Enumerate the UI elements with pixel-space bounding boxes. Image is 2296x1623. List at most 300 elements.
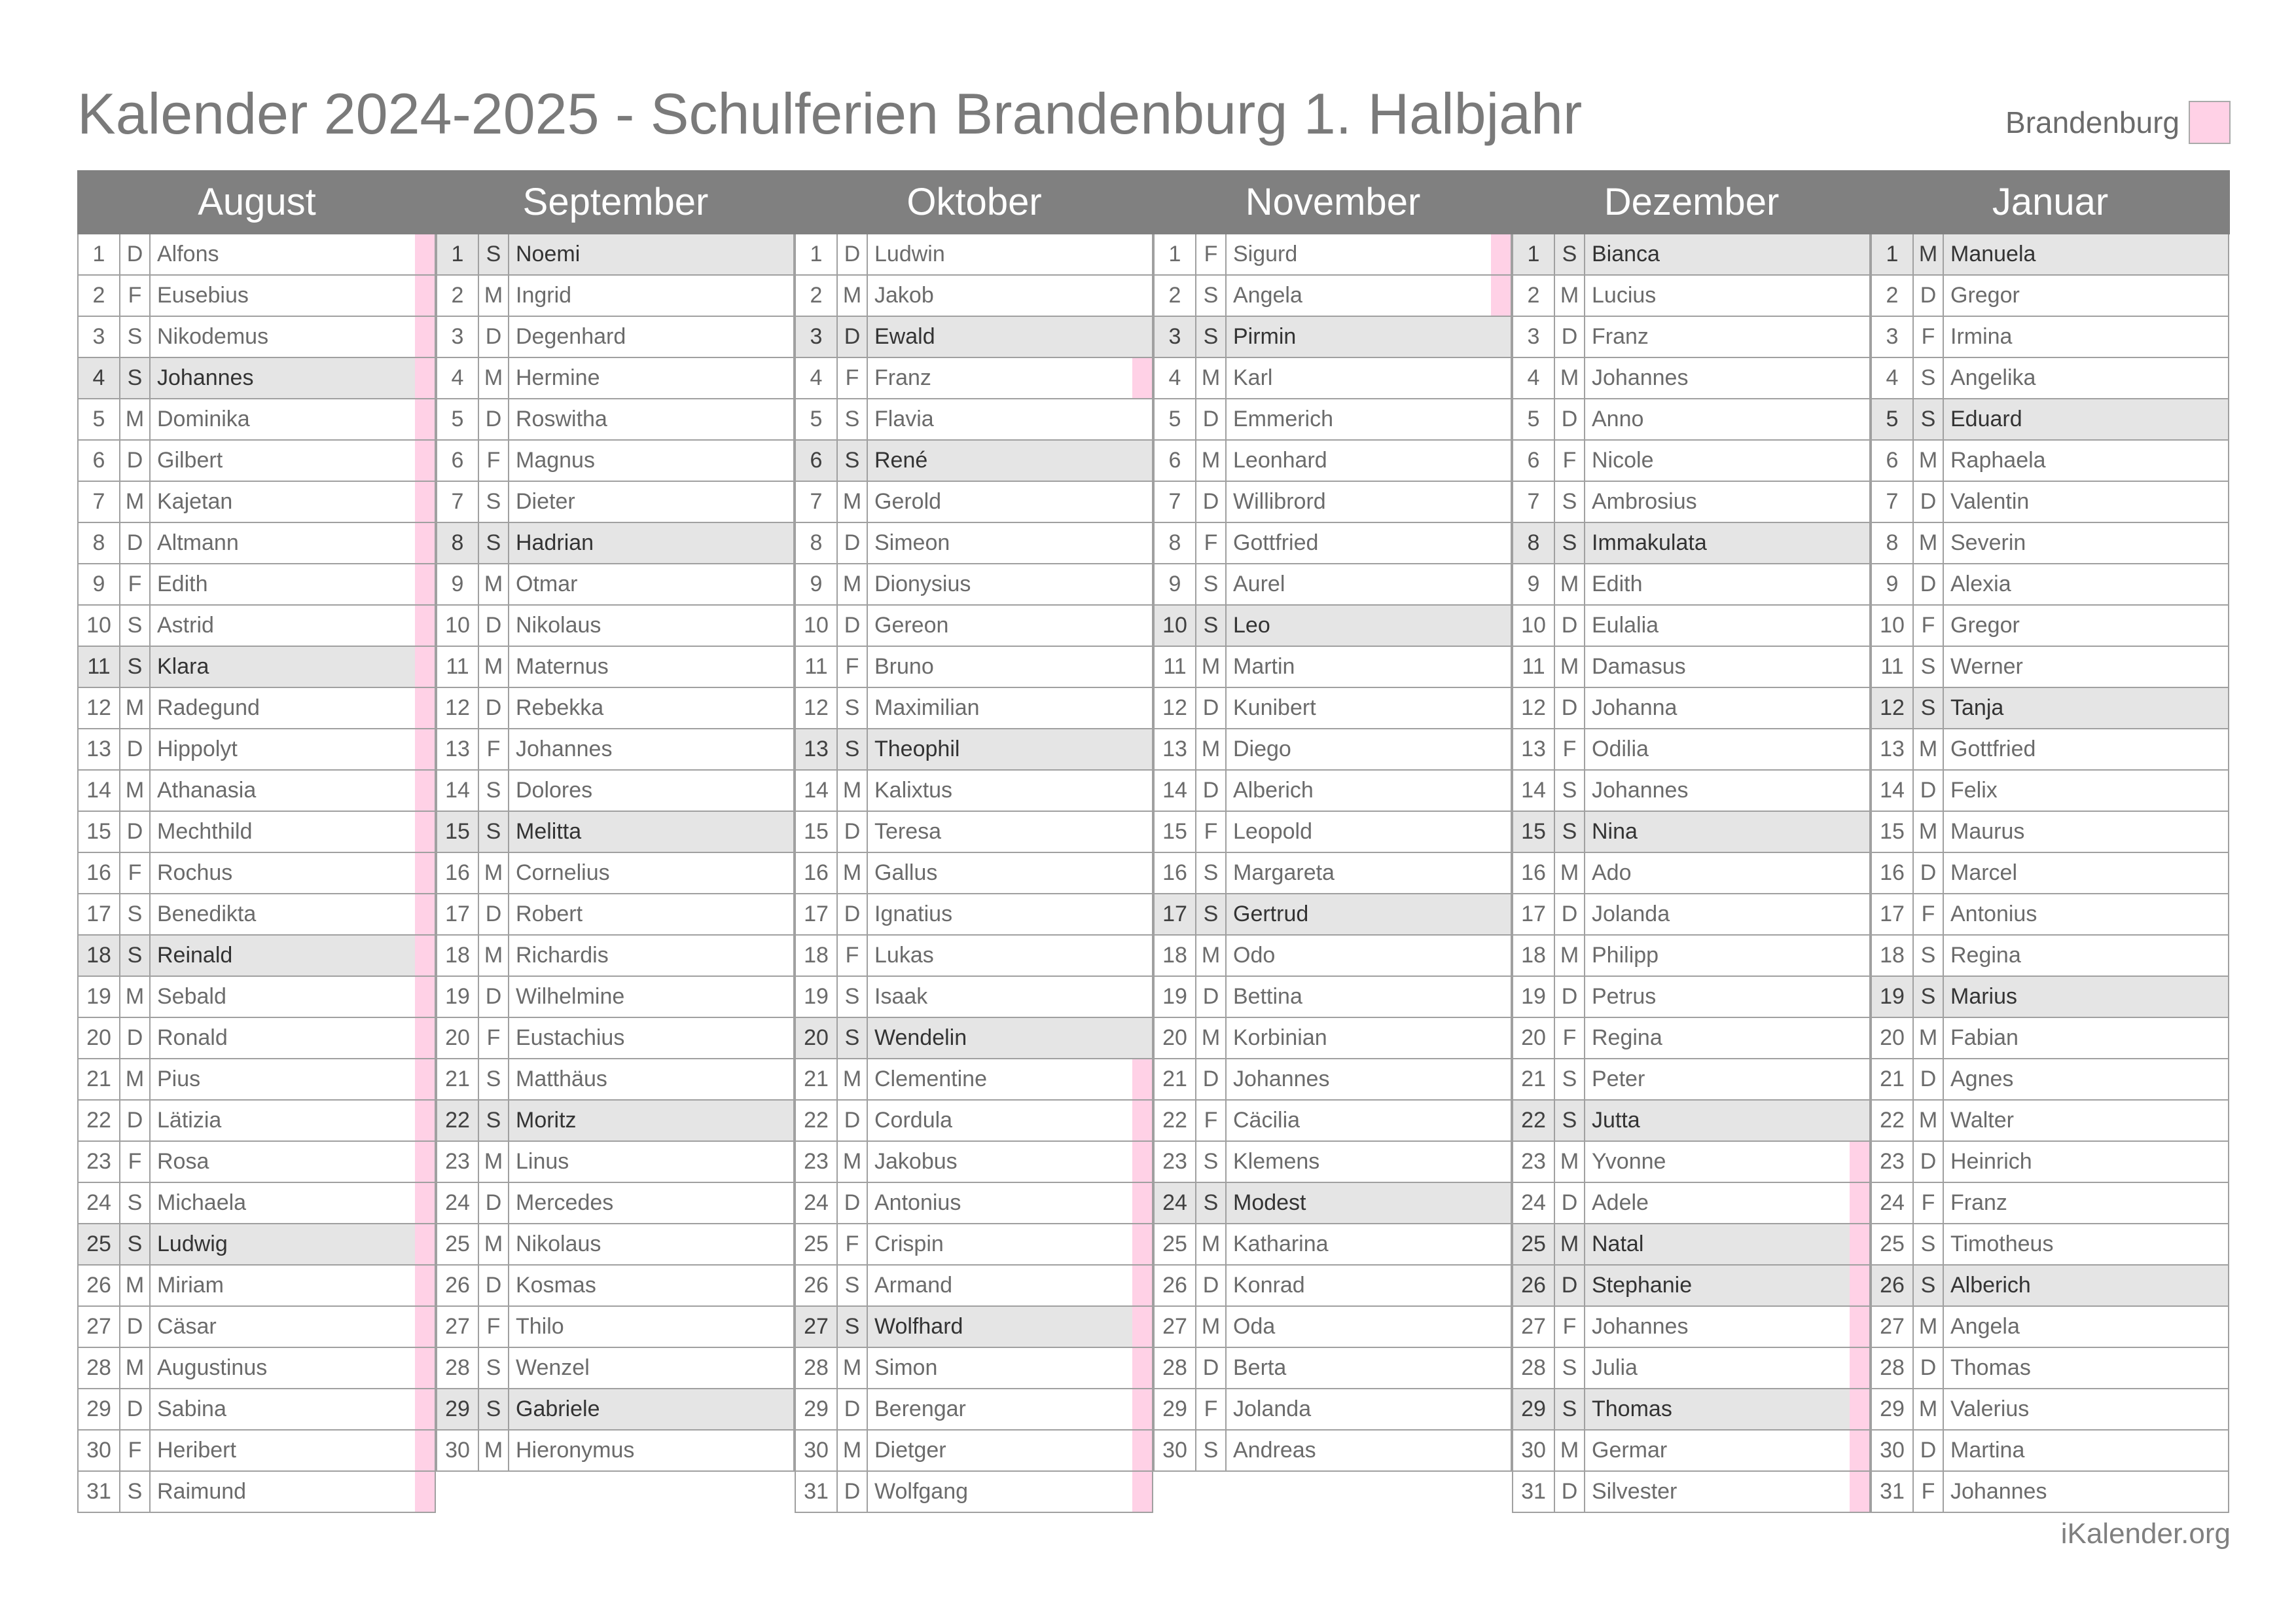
day-number: 21: [796, 1059, 838, 1099]
day-row: [1513, 894, 1869, 936]
day-number: 17: [1872, 894, 1914, 934]
day-row: [1155, 977, 1511, 1018]
name-day: Konrad: [1233, 1273, 1305, 1298]
day-row: [1872, 1472, 2228, 1513]
day-number: 3: [1513, 317, 1555, 357]
holiday-marker: [1491, 564, 1511, 604]
holiday-marker: [774, 441, 793, 481]
day-row: [437, 771, 793, 812]
weekday-letter: M: [838, 276, 868, 316]
day-number: 16: [796, 853, 838, 893]
name-day: Ingrid: [516, 283, 572, 308]
name-day: Raphaela: [1950, 448, 2046, 473]
weekday-letter: S: [838, 441, 868, 481]
holiday-marker: [1850, 1266, 1869, 1305]
holiday-marker: [1132, 1183, 1152, 1223]
name-day: Cornelius: [516, 860, 610, 885]
holiday-marker: [2208, 977, 2228, 1017]
holiday-marker: [1850, 647, 1869, 687]
weekday-letter: S: [479, 234, 509, 274]
day-row: [1513, 523, 1869, 564]
weekday-letter: S: [838, 977, 868, 1017]
name-day: Klara: [157, 654, 209, 679]
holiday-marker: [1132, 812, 1152, 852]
holiday-marker: [1850, 276, 1869, 316]
holiday-marker: [1491, 1101, 1511, 1140]
day-number: 23: [79, 1142, 120, 1182]
name-day: Linus: [516, 1149, 569, 1174]
holiday-marker: [774, 812, 793, 852]
weekday-letter: S: [838, 729, 868, 769]
day-row: [1155, 441, 1511, 482]
day-row: [1872, 894, 2228, 936]
day-row: [79, 771, 435, 812]
day-number: 3: [796, 317, 838, 357]
footer-brand: iKalender.org: [2060, 1518, 2231, 1550]
weekday-letter: D: [838, 523, 868, 563]
day-number: 26: [1513, 1266, 1555, 1305]
name-day: Werner: [1950, 654, 2023, 679]
day-row: [1155, 564, 1511, 606]
day-number: 31: [1513, 1472, 1555, 1512]
holiday-marker: [2208, 647, 2228, 687]
holiday-marker: [415, 1101, 435, 1140]
day-number: 24: [1513, 1183, 1555, 1223]
holiday-marker: [2208, 399, 2228, 439]
weekday-letter: D: [1555, 317, 1585, 357]
day-number: 13: [79, 729, 120, 769]
day-row: [437, 276, 793, 317]
day-row: [796, 729, 1152, 771]
name-day: Alberich: [1950, 1273, 2031, 1298]
name-day: Johannes: [1950, 1479, 2047, 1504]
name-day: Miriam: [157, 1273, 224, 1298]
day-number: 16: [79, 853, 120, 893]
holiday-marker: [774, 399, 793, 439]
holiday-marker: [1491, 853, 1511, 893]
day-number: 7: [1513, 482, 1555, 522]
holiday-marker: [1850, 729, 1869, 769]
day-number: 9: [79, 564, 120, 604]
name-day: Marius: [1950, 984, 2018, 1009]
day-number: 1: [1513, 234, 1555, 274]
weekday-letter: F: [1555, 441, 1585, 481]
day-number: 3: [437, 317, 479, 357]
day-number: 29: [437, 1389, 479, 1429]
holiday-marker: [1850, 317, 1869, 357]
name-day: Berengar: [874, 1396, 966, 1421]
day-number: 7: [79, 482, 120, 522]
weekday-letter: D: [120, 234, 151, 274]
day-number: 9: [1872, 564, 1914, 604]
weekday-letter: M: [1555, 1224, 1585, 1264]
day-number: 28: [796, 1348, 838, 1388]
name-day: Edith: [157, 572, 208, 596]
holiday-marker: [1850, 853, 1869, 893]
name-day: Marcel: [1950, 860, 2018, 885]
weekday-letter: S: [1555, 771, 1585, 811]
weekday-letter: M: [838, 771, 868, 811]
holiday-marker: [1491, 688, 1511, 728]
name-day: Mechthild: [157, 819, 253, 844]
day-row: [796, 1348, 1152, 1389]
weekday-letter: S: [1196, 606, 1227, 646]
day-row: [79, 482, 435, 523]
name-day: Raimund: [157, 1479, 247, 1504]
holiday-marker: [2208, 936, 2228, 976]
day-row: [437, 606, 793, 647]
day-number: 17: [79, 894, 120, 934]
name-day: Valentin: [1950, 489, 2030, 514]
weekday-letter: S: [479, 482, 509, 522]
holiday-marker: [415, 1389, 435, 1429]
day-number: 4: [1513, 358, 1555, 398]
day-row: [437, 894, 793, 936]
day-number: 14: [79, 771, 120, 811]
name-day: Walter: [1950, 1108, 2014, 1133]
day-row: [1513, 853, 1869, 894]
holiday-marker: [1850, 234, 1869, 274]
day-number: 13: [796, 729, 838, 769]
day-number: 1: [1872, 234, 1914, 274]
day-row: [796, 1224, 1152, 1266]
name-day: Sabina: [157, 1396, 226, 1421]
day-number: 21: [1513, 1059, 1555, 1099]
day-row: [1155, 936, 1511, 977]
day-number: 6: [1155, 441, 1196, 481]
holiday-marker: [774, 482, 793, 522]
day-row: [1513, 317, 1869, 358]
weekday-letter: S: [1914, 936, 1944, 976]
day-number: 17: [437, 894, 479, 934]
day-row: [1155, 1389, 1511, 1431]
name-day: Nikodemus: [157, 324, 269, 349]
day-number: 1: [79, 234, 120, 274]
day-number: 12: [79, 688, 120, 728]
holiday-marker: [1491, 358, 1511, 398]
day-row: [796, 1431, 1152, 1472]
holiday-marker: [1132, 688, 1152, 728]
day-number: 24: [79, 1183, 120, 1223]
day-row: [79, 441, 435, 482]
day-row: [796, 441, 1152, 482]
weekday-letter: D: [1914, 1059, 1944, 1099]
holiday-marker: [1132, 482, 1152, 522]
name-day: René: [874, 448, 928, 473]
weekday-letter: M: [838, 1348, 868, 1388]
day-number: 6: [796, 441, 838, 481]
weekday-letter: M: [1555, 853, 1585, 893]
name-day: Stephanie: [1592, 1273, 1693, 1298]
holiday-marker: [415, 276, 435, 316]
weekday-letter: S: [1914, 688, 1944, 728]
holiday-marker: [2208, 441, 2228, 481]
day-number: 29: [1872, 1389, 1914, 1429]
day-number: 17: [1513, 894, 1555, 934]
weekday-letter: F: [1914, 317, 1944, 357]
day-row: [1155, 1348, 1511, 1389]
day-number: 14: [796, 771, 838, 811]
day-row: [79, 317, 435, 358]
name-day: Klemens: [1233, 1149, 1320, 1174]
day-row: [79, 399, 435, 441]
name-day: Silvester: [1592, 1479, 1677, 1504]
weekday-letter: M: [1196, 1018, 1227, 1058]
holiday-marker: [774, 1431, 793, 1470]
name-day: Cäcilia: [1233, 1108, 1300, 1133]
day-number: 12: [1513, 688, 1555, 728]
day-row: [437, 1431, 793, 1472]
weekday-letter: D: [1555, 606, 1585, 646]
day-row: [1872, 771, 2228, 812]
weekday-letter: M: [1914, 729, 1944, 769]
holiday-marker: [1491, 399, 1511, 439]
name-day: Peter: [1592, 1067, 1645, 1091]
day-number: 31: [1872, 1472, 1914, 1512]
holiday-marker: [1491, 1348, 1511, 1388]
day-row: [1872, 1307, 2228, 1348]
holiday-marker: [1850, 812, 1869, 852]
day-row: [1872, 523, 2228, 564]
weekday-letter: F: [1555, 729, 1585, 769]
holiday-marker: [2208, 729, 2228, 769]
day-row: [437, 441, 793, 482]
day-number: 28: [1155, 1348, 1196, 1388]
weekday-letter: S: [120, 936, 151, 976]
holiday-marker: [1850, 441, 1869, 481]
name-day: Melitta: [516, 819, 582, 844]
name-day: Johannes: [1592, 1314, 1689, 1339]
name-day: Bruno: [874, 654, 934, 679]
weekday-letter: D: [838, 894, 868, 934]
month-header: August: [77, 170, 437, 234]
day-row: [437, 399, 793, 441]
day-row: [1872, 276, 2228, 317]
holiday-marker: [2208, 1389, 2228, 1429]
weekday-letter: S: [1196, 1142, 1227, 1182]
holiday-marker: [415, 399, 435, 439]
holiday-marker: [1132, 606, 1152, 646]
holiday-marker: [1132, 1307, 1152, 1347]
day-number: 27: [1155, 1307, 1196, 1347]
weekday-letter: M: [120, 1266, 151, 1305]
weekday-letter: F: [1196, 1389, 1227, 1429]
name-day: Teresa: [874, 819, 942, 844]
name-day: Altmann: [157, 530, 239, 555]
day-row: [1155, 317, 1511, 358]
weekday-letter: M: [1914, 1101, 1944, 1140]
name-day: Benedikta: [157, 902, 257, 926]
day-number: 21: [79, 1059, 120, 1099]
name-day: Modest: [1233, 1190, 1306, 1215]
weekday-letter: D: [479, 894, 509, 934]
day-row: [79, 234, 435, 276]
day-row: [437, 853, 793, 894]
day-row: [1155, 688, 1511, 729]
weekday-letter: D: [838, 1472, 868, 1512]
day-number: 2: [1155, 276, 1196, 316]
day-number: 28: [1872, 1348, 1914, 1388]
day-number: 3: [1155, 317, 1196, 357]
name-day: Simon: [874, 1355, 938, 1380]
weekday-letter: S: [120, 647, 151, 687]
holiday-marker: [415, 234, 435, 274]
day-number: 5: [1872, 399, 1914, 439]
holiday-marker: [415, 1142, 435, 1182]
name-day: Bettina: [1233, 984, 1302, 1009]
name-day: Eusebius: [157, 283, 249, 308]
name-day: Gilbert: [157, 448, 223, 473]
day-row: [437, 647, 793, 688]
name-day: Michaela: [157, 1190, 247, 1215]
name-day: Yvonne: [1592, 1149, 1666, 1174]
day-row: [796, 1183, 1152, 1224]
day-number: 25: [437, 1224, 479, 1264]
day-number: 16: [1513, 853, 1555, 893]
day-row: [1872, 1059, 2228, 1101]
day-number: 11: [796, 647, 838, 687]
name-day: Isaak: [874, 984, 928, 1009]
name-day: Tanja: [1950, 695, 2004, 720]
day-number: 15: [1872, 812, 1914, 852]
weekday-letter: D: [1555, 688, 1585, 728]
name-day: Lukas: [874, 943, 934, 968]
day-row: [1513, 729, 1869, 771]
weekday-letter: S: [838, 1018, 868, 1058]
weekday-letter: S: [838, 1307, 868, 1347]
day-number: 15: [796, 812, 838, 852]
weekday-letter: M: [120, 771, 151, 811]
weekday-letter: S: [1914, 358, 1944, 398]
weekday-letter: S: [1914, 1224, 1944, 1264]
holiday-marker: [1491, 1183, 1511, 1223]
day-number: 16: [437, 853, 479, 893]
holiday-marker: [1850, 1183, 1869, 1223]
holiday-marker: [2208, 1101, 2228, 1140]
day-row: [1155, 276, 1511, 317]
name-day: Maximilian: [874, 695, 980, 720]
weekday-letter: S: [120, 606, 151, 646]
day-row: [1155, 234, 1511, 276]
day-row: [1155, 1224, 1511, 1266]
day-number: 20: [1155, 1018, 1196, 1058]
name-day: Wenzel: [516, 1355, 590, 1380]
weekday-letter: M: [1914, 1018, 1944, 1058]
name-day: Adele: [1592, 1190, 1649, 1215]
holiday-marker: [1491, 317, 1511, 357]
weekday-letter: D: [838, 234, 868, 274]
day-number: 2: [1513, 276, 1555, 316]
weekday-letter: M: [479, 564, 509, 604]
weekday-letter: M: [1555, 564, 1585, 604]
weekday-letter: S: [1914, 977, 1944, 1017]
holiday-marker: [415, 1018, 435, 1058]
name-day: Alfons: [157, 242, 219, 266]
holiday-marker: [415, 482, 435, 522]
holiday-marker: [2208, 358, 2228, 398]
holiday-marker: [774, 729, 793, 769]
weekday-letter: M: [1196, 441, 1227, 481]
name-day: Angela: [1950, 1314, 2020, 1339]
day-row: [1513, 1472, 1869, 1513]
day-row: [79, 1018, 435, 1059]
name-day: Robert: [516, 902, 583, 926]
day-number: 25: [1155, 1224, 1196, 1264]
holiday-marker: [415, 564, 435, 604]
weekday-letter: D: [479, 688, 509, 728]
day-row: [437, 688, 793, 729]
holiday-marker: [2208, 234, 2228, 274]
day-row: [1155, 647, 1511, 688]
legend: [2005, 101, 2231, 144]
day-row: [79, 936, 435, 977]
name-day: Odilia: [1592, 737, 1649, 761]
month-column: [436, 170, 795, 1472]
holiday-marker: [774, 647, 793, 687]
day-row: [1872, 1266, 2228, 1307]
name-day: Rebekka: [516, 695, 604, 720]
holiday-marker: [1491, 441, 1511, 481]
holiday-marker: [2208, 1224, 2228, 1264]
day-row: [1513, 358, 1869, 399]
name-day: Oda: [1233, 1314, 1276, 1339]
name-day: Thomas: [1592, 1396, 1672, 1421]
holiday-marker: [2208, 606, 2228, 646]
weekday-letter: S: [838, 1266, 868, 1305]
day-number: 23: [1513, 1142, 1555, 1182]
day-row: [1155, 853, 1511, 894]
holiday-marker: [2208, 1472, 2228, 1512]
weekday-letter: S: [120, 358, 151, 398]
holiday-marker: [1850, 936, 1869, 976]
name-day: Hippolyt: [157, 737, 238, 761]
day-row: [796, 771, 1152, 812]
weekday-letter: D: [120, 729, 151, 769]
holiday-marker: [774, 1142, 793, 1182]
day-row: [796, 977, 1152, 1018]
weekday-letter: M: [1196, 936, 1227, 976]
day-number: 21: [437, 1059, 479, 1099]
day-number: 20: [79, 1018, 120, 1058]
holiday-marker: [2208, 523, 2228, 563]
holiday-marker: [774, 853, 793, 893]
day-number: 14: [1513, 771, 1555, 811]
holiday-marker: [415, 771, 435, 811]
day-number: 19: [1513, 977, 1555, 1017]
weekday-letter: M: [838, 1431, 868, 1470]
name-day: Jolanda: [1592, 902, 1670, 926]
weekday-letter: D: [1555, 1183, 1585, 1223]
holiday-marker: [1132, 936, 1152, 976]
name-day: Johannes: [157, 365, 254, 390]
day-row: [796, 1266, 1152, 1307]
holiday-marker: [1132, 234, 1152, 274]
weekday-letter: F: [1196, 812, 1227, 852]
holiday-marker: [415, 1059, 435, 1099]
holiday-marker: [1491, 1018, 1511, 1058]
name-day: Diego: [1233, 737, 1291, 761]
day-number: 25: [1513, 1224, 1555, 1264]
day-number: 27: [437, 1307, 479, 1347]
day-row: [1155, 1183, 1511, 1224]
weekday-letter: M: [479, 936, 509, 976]
weekday-letter: D: [1196, 1059, 1227, 1099]
name-day: Otmar: [516, 572, 578, 596]
holiday-marker: [774, 358, 793, 398]
day-number: 27: [1513, 1307, 1555, 1347]
day-row: [1513, 936, 1869, 977]
holiday-marker: [1850, 523, 1869, 563]
